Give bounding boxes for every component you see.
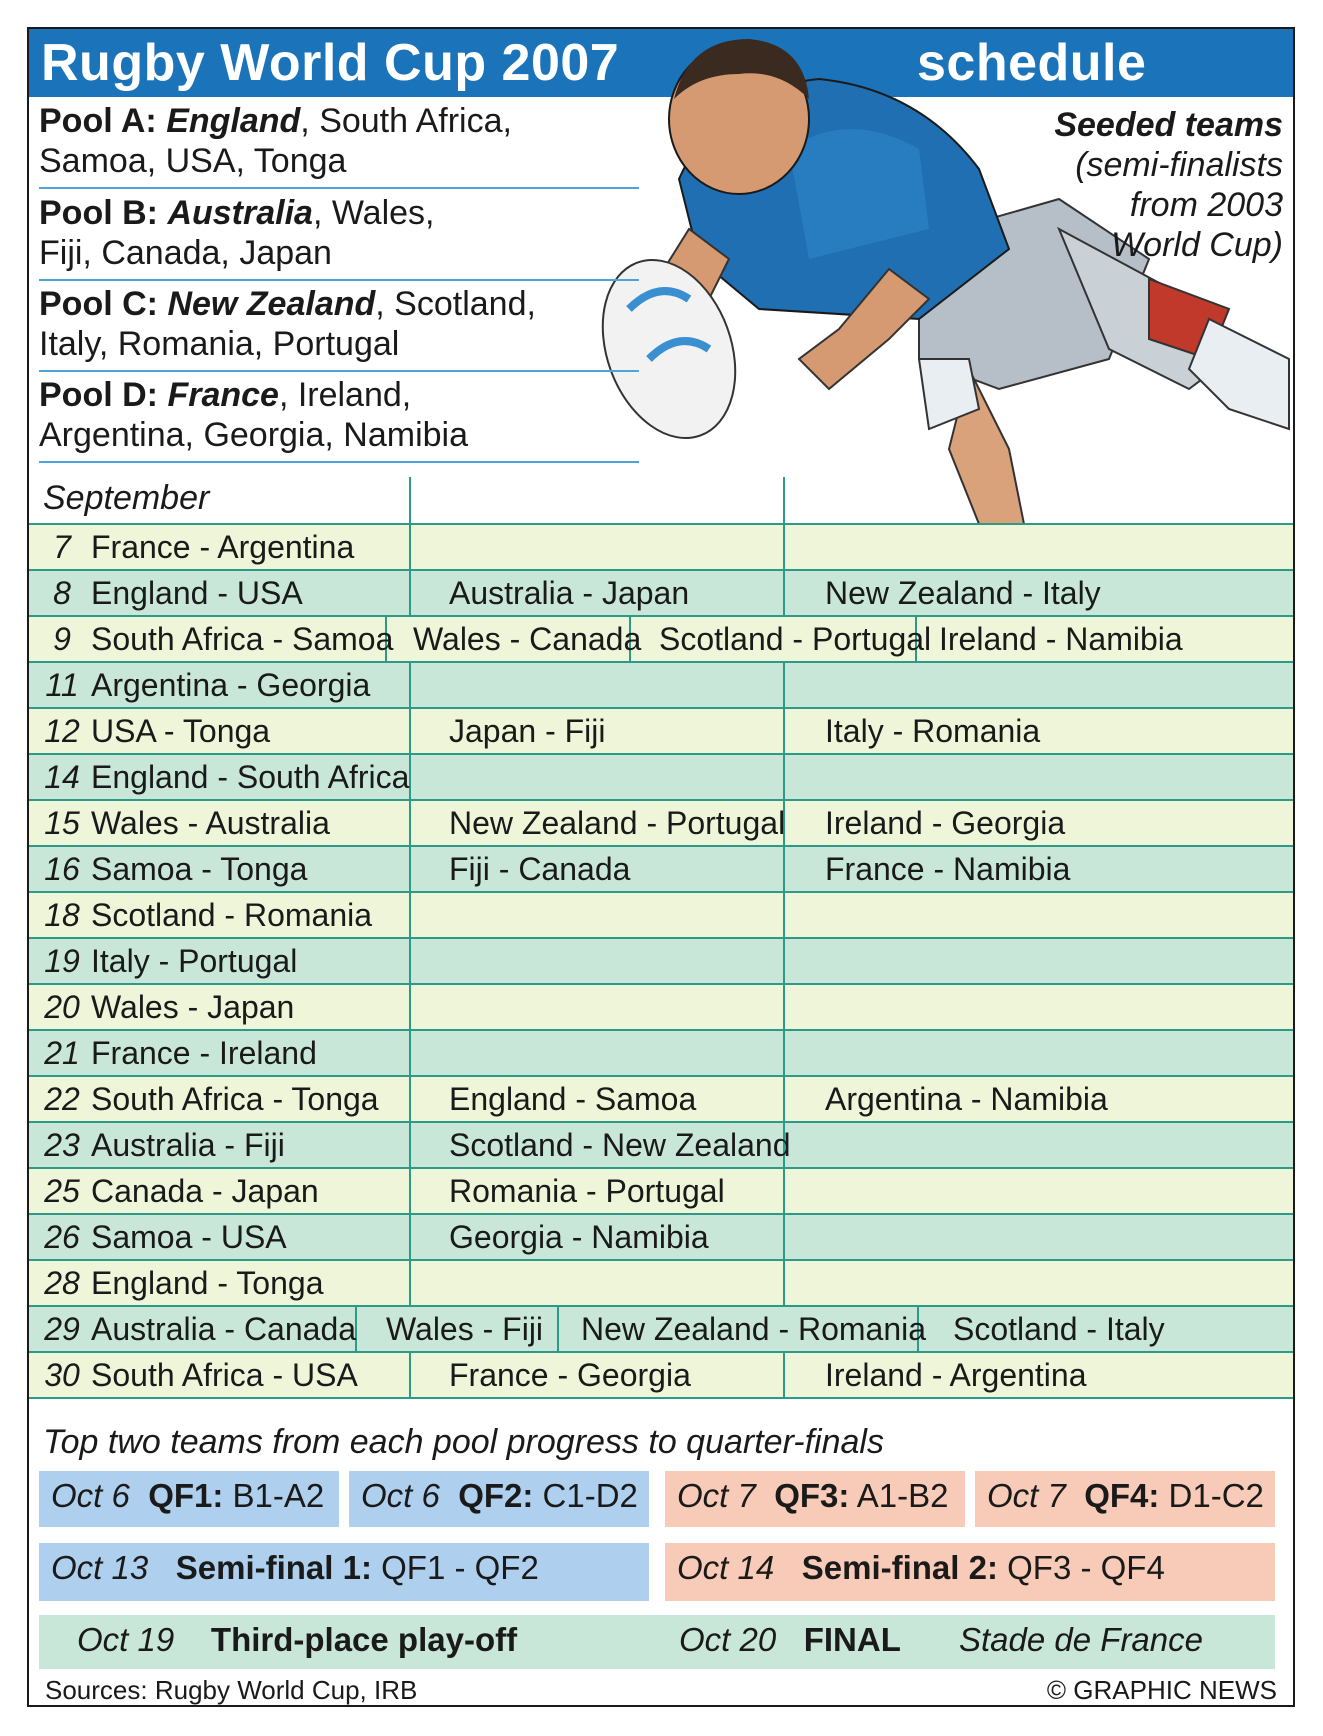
finals-box — [39, 1615, 1275, 1669]
schedule-row — [29, 1351, 1293, 1397]
match-cell: Wales - Fiji — [386, 1311, 544, 1347]
qf4-name: QF4: — [1084, 1477, 1160, 1514]
pool-a — [39, 101, 639, 189]
column-divider — [409, 1077, 411, 1123]
schedule-row — [29, 983, 1293, 1029]
qf4-box — [975, 1471, 1275, 1527]
schedule-row — [29, 937, 1293, 983]
schedule-row — [29, 799, 1293, 845]
pool-c-label: Pool C: — [39, 285, 158, 323]
pool-b — [39, 193, 639, 281]
day-number: 23 — [44, 1127, 80, 1163]
schedule-row — [29, 1075, 1293, 1121]
qf3-date: Oct 7 — [677, 1477, 756, 1514]
sf1-date: Oct 13 — [51, 1549, 149, 1586]
title-right: schedule — [917, 34, 1147, 92]
match-cell: Australia - Canada — [91, 1311, 357, 1347]
day-number: 21 — [44, 1035, 80, 1071]
day-number: 12 — [44, 713, 80, 749]
column-divider — [783, 1353, 785, 1399]
sf2-teams: QF3 - QF4 — [1007, 1549, 1165, 1586]
schedule-row — [29, 615, 1293, 661]
pool-a-line2: Samoa, USA, Tonga — [39, 142, 347, 180]
qf1-box — [39, 1471, 339, 1527]
day-number: 9 — [53, 621, 71, 657]
match-cell: Wales - Australia — [91, 805, 330, 841]
column-divider — [409, 893, 411, 939]
match-cell: Italy - Romania — [825, 713, 1041, 749]
qf3-name: QF3: — [774, 1477, 850, 1514]
pool-c-line2: Italy, Romania, Portugal — [39, 325, 400, 363]
match-cell: South Africa - USA — [91, 1357, 358, 1393]
column-divider — [783, 709, 785, 755]
column-divider — [783, 755, 785, 801]
schedule-row — [29, 1259, 1293, 1305]
match-cell: France - Namibia — [825, 851, 1071, 887]
column-divider — [409, 1215, 411, 1261]
match-cell: South Africa - Tonga — [91, 1081, 379, 1117]
column-divider — [783, 1169, 785, 1215]
column-divider — [783, 1215, 785, 1261]
match-cell: Fiji - Canada — [449, 851, 631, 887]
column-divider — [409, 571, 411, 617]
match-cell: Scotland - Portugal — [659, 621, 932, 657]
qf2-box — [349, 1471, 649, 1527]
column-divider — [783, 525, 785, 571]
column-divider — [783, 1031, 785, 1077]
match-cell: France - Ireland — [91, 1035, 317, 1071]
column-divider — [409, 1169, 411, 1215]
qf1-teams: B1-A2 — [232, 1477, 325, 1514]
qf3-teams: A1-B2 — [856, 1477, 949, 1514]
schedule-row — [29, 707, 1293, 753]
copyright-credit: © GRAPHIC NEWS — [1046, 1675, 1277, 1705]
schedule-row — [29, 1167, 1293, 1213]
progress-note: Top two teams from each pool progress to quarter-finals — [43, 1423, 884, 1461]
column-divider — [409, 1353, 411, 1399]
seeded-teams-note — [963, 105, 1283, 265]
day-number: 28 — [44, 1265, 80, 1301]
column-divider — [409, 985, 411, 1031]
day-number: 30 — [44, 1357, 80, 1393]
match-cell: Samoa - Tonga — [91, 851, 308, 887]
schedule-row — [29, 891, 1293, 937]
final-date: Oct 20 — [679, 1621, 777, 1658]
day-number: 15 — [44, 805, 80, 841]
column-divider — [783, 939, 785, 985]
seeded-line2: from 2003 — [1129, 186, 1283, 224]
column-divider — [409, 939, 411, 985]
column-divider — [783, 893, 785, 939]
match-cell: Ireland - Georgia — [825, 805, 1066, 841]
column-divider — [783, 571, 785, 617]
pool-c-seed: New Zealand — [167, 285, 376, 323]
match-cell: Wales - Japan — [91, 989, 295, 1025]
day-number: 22 — [44, 1081, 80, 1117]
match-cell: New Zealand - Portugal — [449, 805, 786, 841]
column-divider — [409, 709, 411, 755]
match-cell: Italy - Portugal — [91, 943, 298, 979]
column-divider — [783, 663, 785, 709]
pool-a-label: Pool A: — [39, 102, 157, 140]
qf4-date: Oct 7 — [987, 1477, 1066, 1514]
seeded-line3: World Cup) — [1111, 226, 1283, 264]
column-divider — [409, 1123, 411, 1169]
qf2-name: QF2: — [458, 1477, 534, 1514]
final-name: FINAL — [803, 1621, 901, 1658]
pool-b-rest: , Wales, — [312, 194, 435, 232]
match-cell: Australia - Japan — [449, 575, 690, 611]
day-number: 20 — [44, 989, 80, 1025]
pool-a-rest: , South Africa, — [300, 102, 512, 140]
qf1-date: Oct 6 — [51, 1477, 130, 1514]
schedule-row — [29, 569, 1293, 615]
column-divider — [409, 1031, 411, 1077]
pool-c — [39, 284, 639, 372]
pool-d — [39, 375, 639, 463]
column-divider — [783, 847, 785, 893]
sources-credit: Sources: Rugby World Cup, IRB — [45, 1675, 418, 1705]
column-divider — [409, 847, 411, 893]
qf2-teams: C1-D2 — [542, 1477, 638, 1514]
schedule-row — [29, 1213, 1293, 1259]
third-place-date: Oct 19 — [77, 1621, 175, 1658]
pool-d-rest: , Ireland, — [278, 376, 412, 414]
pool-d-seed: France — [167, 376, 279, 414]
schedule-row — [29, 1121, 1293, 1167]
schedule-row — [29, 1029, 1293, 1075]
match-cell: New Zealand - Italy — [825, 575, 1101, 611]
match-cell: Argentina - Georgia — [91, 667, 371, 703]
pool-c-rest: , Scotland, — [375, 285, 536, 323]
match-cell: England - USA — [91, 575, 303, 611]
match-cell: Canada - Japan — [91, 1173, 319, 1209]
pool-b-seed: Australia — [167, 194, 313, 232]
schedule-row — [29, 845, 1293, 891]
day-number: 14 — [44, 759, 80, 795]
day-number: 11 — [45, 667, 79, 703]
match-cell: South Africa - Samoa — [91, 621, 394, 657]
match-cell: Samoa - USA — [91, 1219, 287, 1255]
column-divider — [409, 663, 411, 709]
seeded-title: Seeded teams — [1054, 106, 1283, 144]
match-cell: Japan - Fiji — [449, 713, 606, 749]
match-cell: Scotland - New Zealand — [449, 1127, 791, 1163]
match-cell: England - South Africa — [91, 759, 410, 795]
day-number: 18 — [44, 897, 80, 933]
column-divider — [409, 525, 411, 571]
sf1-name: Semi-final 1: — [175, 1549, 372, 1586]
match-cell: Romania - Portugal — [449, 1173, 725, 1209]
match-cell: France - Georgia — [449, 1357, 691, 1393]
match-cell: USA - Tonga — [91, 713, 271, 749]
column-divider — [783, 1077, 785, 1123]
qf3-box — [665, 1471, 965, 1527]
qf2-date: Oct 6 — [361, 1477, 440, 1514]
column-divider — [783, 477, 785, 523]
match-cell: New Zealand - Romania — [581, 1311, 927, 1347]
sf2-date: Oct 14 — [677, 1549, 775, 1586]
table-bottom-border — [29, 1397, 1293, 1399]
third-place-name: Third-place play-off — [210, 1621, 518, 1658]
day-number: 16 — [44, 851, 80, 887]
infographic-frame — [27, 27, 1295, 1707]
match-cell: Australia - Fiji — [91, 1127, 285, 1163]
day-number: 19 — [44, 943, 80, 979]
schedule-row — [29, 1305, 1293, 1351]
match-cell: Wales - Canada — [413, 621, 642, 657]
match-cell: Scotland - Romania — [91, 897, 373, 933]
qf4-teams: D1-C2 — [1168, 1477, 1264, 1514]
match-cell: Argentina - Namibia — [825, 1081, 1108, 1117]
pool-b-label: Pool B: — [39, 194, 158, 232]
match-cell: France - Argentina — [91, 529, 355, 565]
semifinal-1-box — [39, 1543, 649, 1601]
day-number: 29 — [44, 1311, 80, 1347]
match-cell: Ireland - Namibia — [939, 621, 1183, 657]
column-divider — [409, 801, 411, 847]
seeded-line1: (semi-finalists — [1075, 146, 1283, 184]
match-cell: Scotland - Italy — [953, 1311, 1165, 1347]
match-cell: England - Tonga — [91, 1265, 324, 1301]
sf1-teams: QF1 - QF2 — [381, 1549, 539, 1586]
column-divider — [409, 1261, 411, 1307]
day-number: 25 — [44, 1173, 80, 1209]
match-cell: England - Samoa — [449, 1081, 697, 1117]
schedule-row — [29, 661, 1293, 707]
match-cell: Georgia - Namibia — [449, 1219, 709, 1255]
schedule-row — [29, 753, 1293, 799]
pool-d-label: Pool D: — [39, 376, 158, 414]
column-divider — [783, 1261, 785, 1307]
column-divider — [783, 985, 785, 1031]
title-left: Rugby World Cup 2007 — [41, 34, 620, 92]
final-venue: Stade de France — [959, 1621, 1203, 1658]
pool-d-line2: Argentina, Georgia, Namibia — [39, 416, 469, 454]
pool-b-line2: Fiji, Canada, Japan — [39, 234, 332, 272]
sf2-name: Semi-final 2: — [801, 1549, 998, 1586]
final-group — [679, 1621, 901, 1659]
schedule-row — [29, 523, 1293, 569]
match-cell: Ireland - Argentina — [825, 1357, 1087, 1393]
pool-a-seed: England — [166, 102, 301, 140]
column-divider — [557, 1307, 559, 1353]
month-label: September — [43, 479, 210, 517]
day-number: 26 — [44, 1219, 80, 1255]
qf1-name: QF1: — [148, 1477, 224, 1514]
day-number: 7 — [53, 529, 71, 565]
semifinal-2-box — [665, 1543, 1275, 1601]
day-number: 8 — [53, 575, 71, 611]
column-divider — [409, 477, 411, 523]
